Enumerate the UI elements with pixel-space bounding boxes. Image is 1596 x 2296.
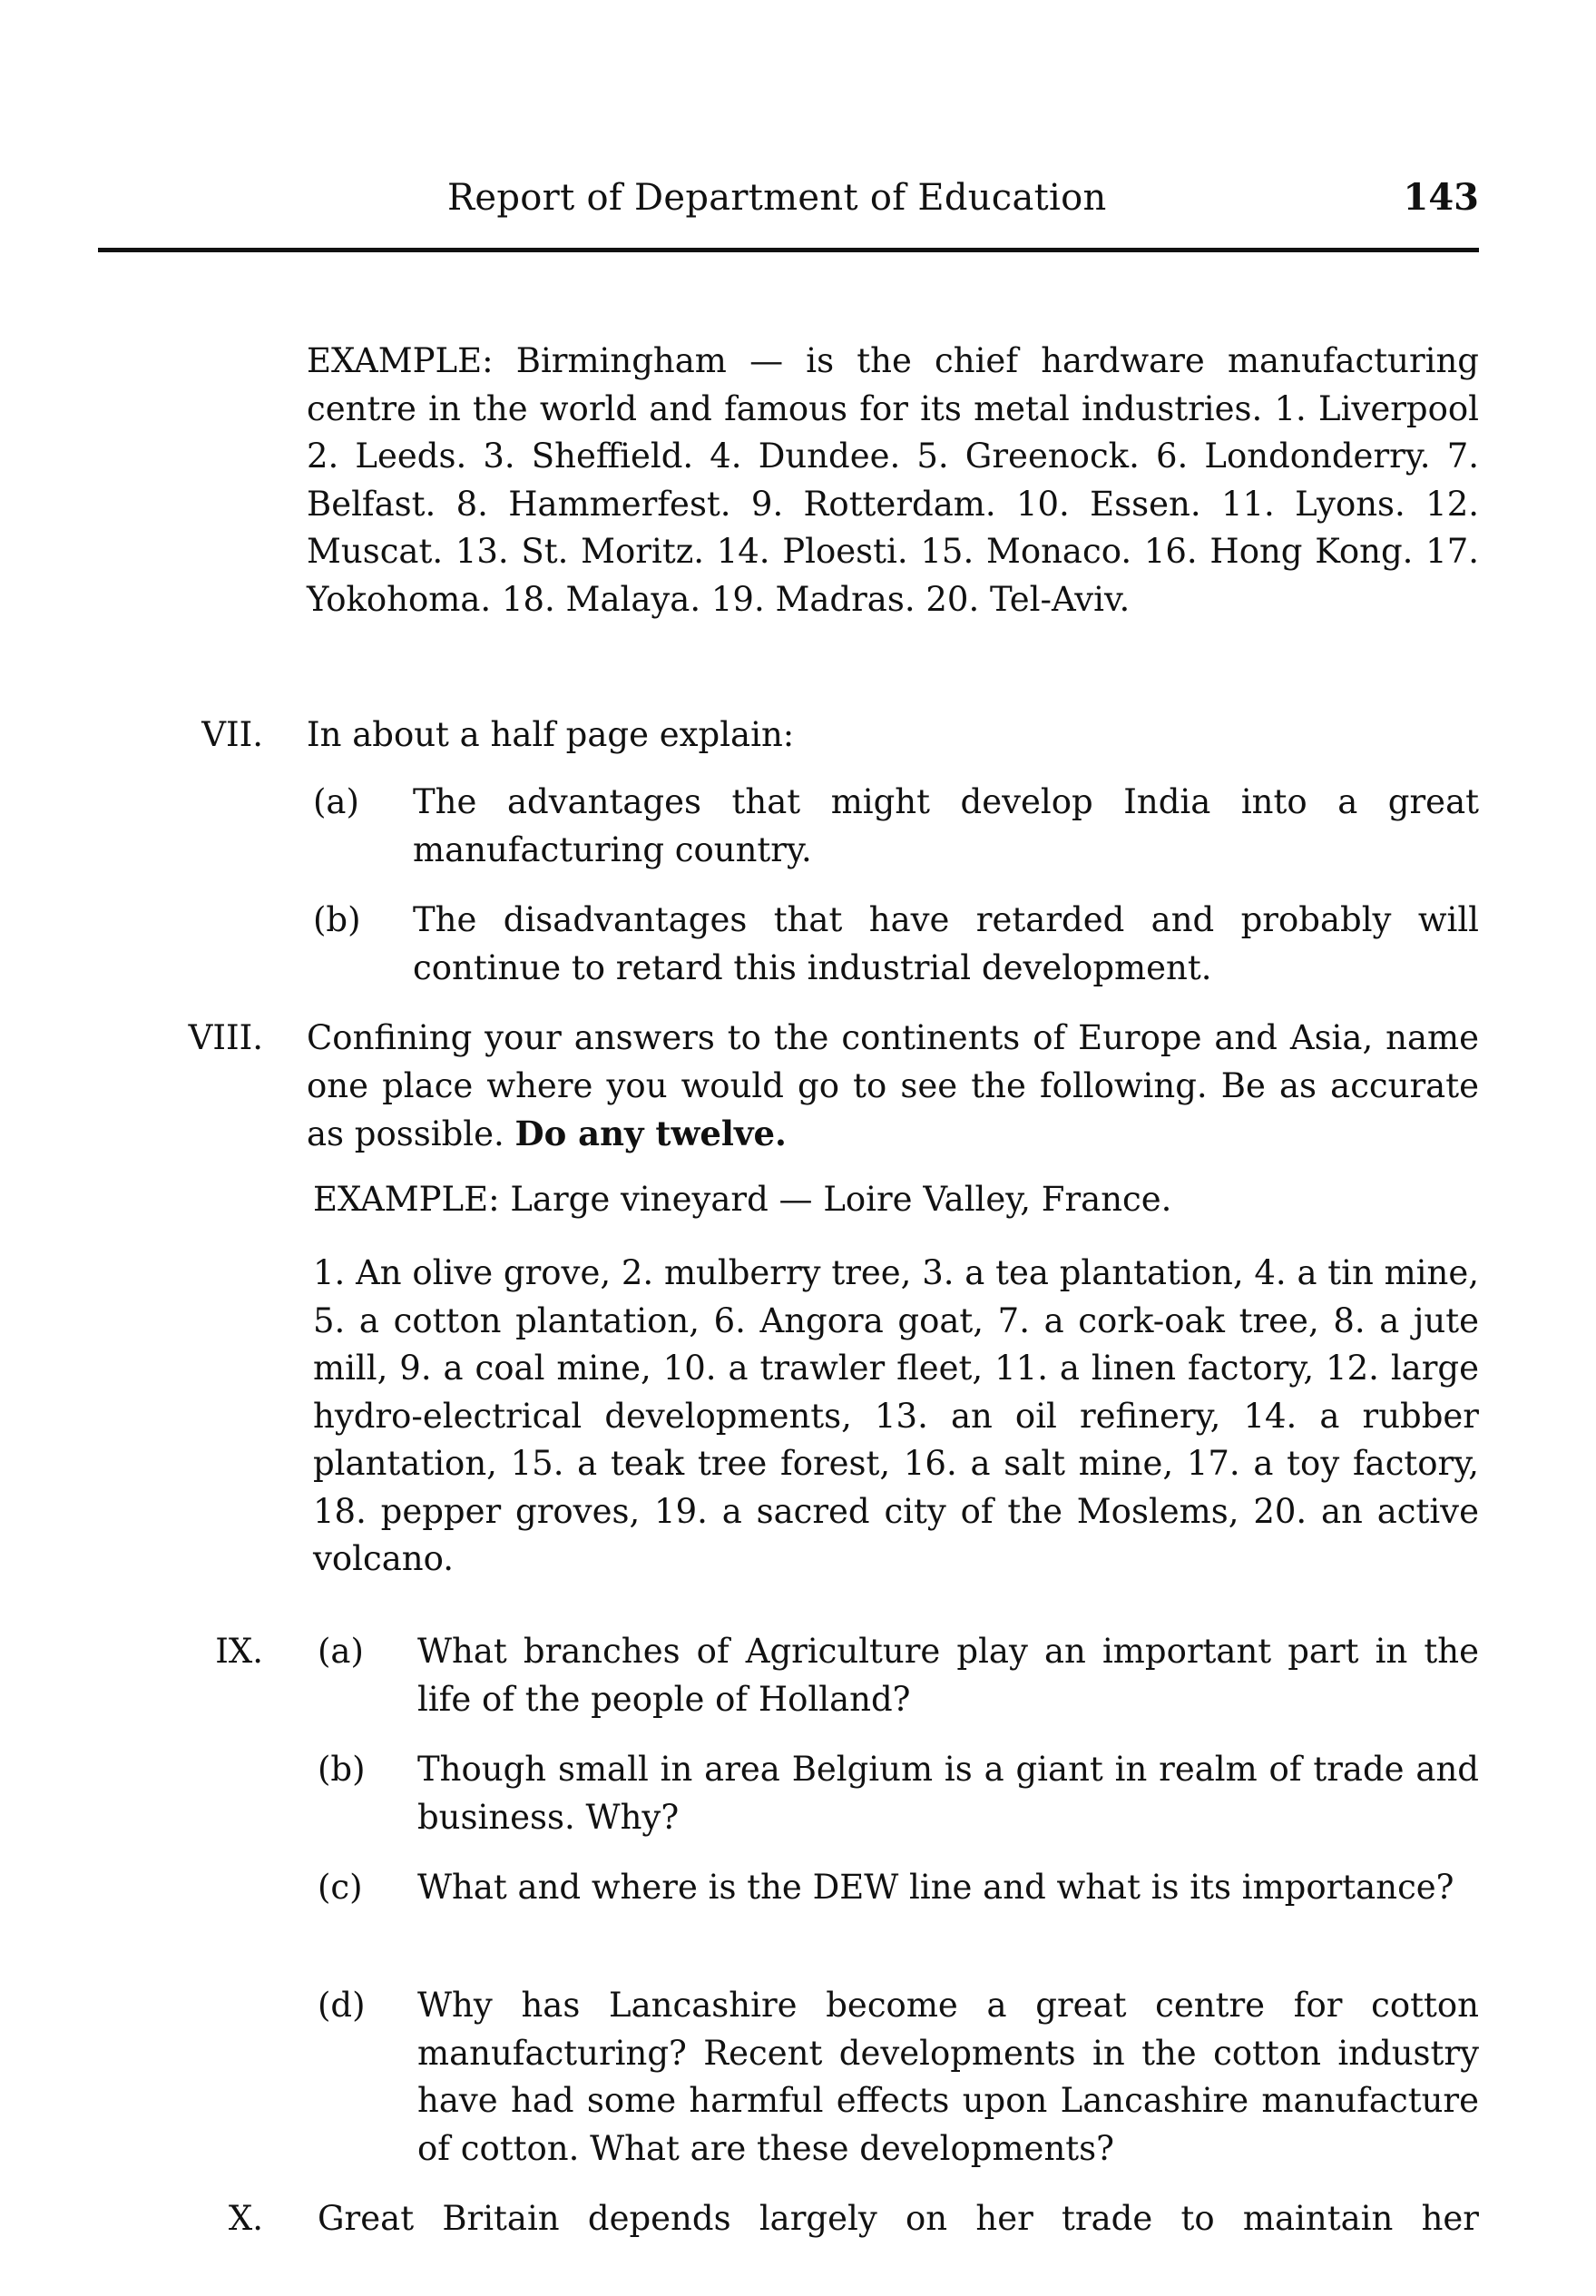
question-8-number: VIII. <box>188 1018 263 1057</box>
question-8-prompt-text: Confining your answers to the continents of Europe and Asia, name one place where you would go to see the following. Be as accurate as possible. <box>307 1018 1479 1153</box>
part-text: Though small in area Belgium is a giant in realm of trade and business. Why? <box>417 1750 1479 1837</box>
question-8-items: 1. An olive grove, 2. mulberry tree, 3. a tea plantation, 4. a tin mine, 5. a cotton plantation, 6. Angora goat, 7. a cork-oak tree, 8. a jute mill, 9. a coal mine, 10. a trawler fleet, 11. a linen factory, 12. large hydro-electrical developments, 13. an oil refinery, 14. a rubber plantation, 15. a teak tree forest, 16. a salt mine, 17. a toy factory, 18. pepper groves, 19. a sacred city of the Moslems, 20. an active volcano. <box>313 1253 1479 1578</box>
part-label: (a) <box>313 782 359 821</box>
part-label: (d) <box>318 1986 366 2025</box>
running-header <box>98 171 1479 225</box>
question-8-example: EXAMPLE: Large vineyard — Loire Valley, France. <box>313 1180 1172 1219</box>
question-9-part-a <box>318 1628 1479 1728</box>
header-rule <box>98 248 1479 252</box>
part-text: Why has Lancashire become a great centre for cotton manufacturing? Recent developments in the cotton industry have had some harmful effects upon Lancashire manufacture of cotton. What are these developments? <box>417 1986 1479 2168</box>
part-text: The disadvantages that have retarded and probably will continue to retard this industrial development. <box>413 900 1479 987</box>
part-label: (c) <box>318 1868 363 1907</box>
question-9-part-c <box>318 1864 1479 1964</box>
page-number: 143 <box>1403 176 1479 219</box>
question-8-prompt <box>307 1015 1479 1159</box>
part-label: (b) <box>318 1750 366 1789</box>
part-label: (b) <box>313 900 361 939</box>
question-7-part-b <box>313 897 1479 996</box>
part-text: What branches of Agriculture play an important part in the life of the people of Holland? <box>417 1632 1479 1719</box>
question-9-part-d <box>318 1982 1479 2177</box>
question-7-part-a <box>313 779 1479 878</box>
part-label: (a) <box>318 1632 364 1671</box>
question-10-number: X. <box>228 2199 263 2238</box>
part-text: What and where is the DEW line and what is its importance? <box>417 1868 1454 1907</box>
header-title: Report of Department of Education <box>447 177 1107 219</box>
question-9-part-b <box>318 1746 1479 1846</box>
question-10-text: Great Britain depends largely on her trade to maintain her <box>318 2199 1479 2238</box>
question-9-number: IX. <box>215 1632 263 1671</box>
intro-example-paragraph: EXAMPLE: Birmingham — is the chief hardware manufacturing centre in the world and famous for its metal industries. 1. Liverpool 2. Leeds. 3. Sheffield. 4. Dundee. 5. Greenock. 6. Londonderry. 7. Belfast. 8. Hammerfest. 9. Rotterdam. 10. Essen. 11. Lyons. 12. Muscat. 13. St. Moritz. 14. Ploesti. 15. Monaco. 16. Hong Kong. 17. Yokohoma. 18. Malaya. 19. Madras. 20. Tel-Aviv. <box>307 341 1479 619</box>
question-7-number: VII. <box>201 715 263 754</box>
part-text: The advantages that might develop India into a great manufacturing country. <box>413 782 1479 869</box>
question-8-instruction: Do any twelve. <box>514 1114 787 1153</box>
question-7-prompt: In about a half page explain: <box>307 715 795 754</box>
